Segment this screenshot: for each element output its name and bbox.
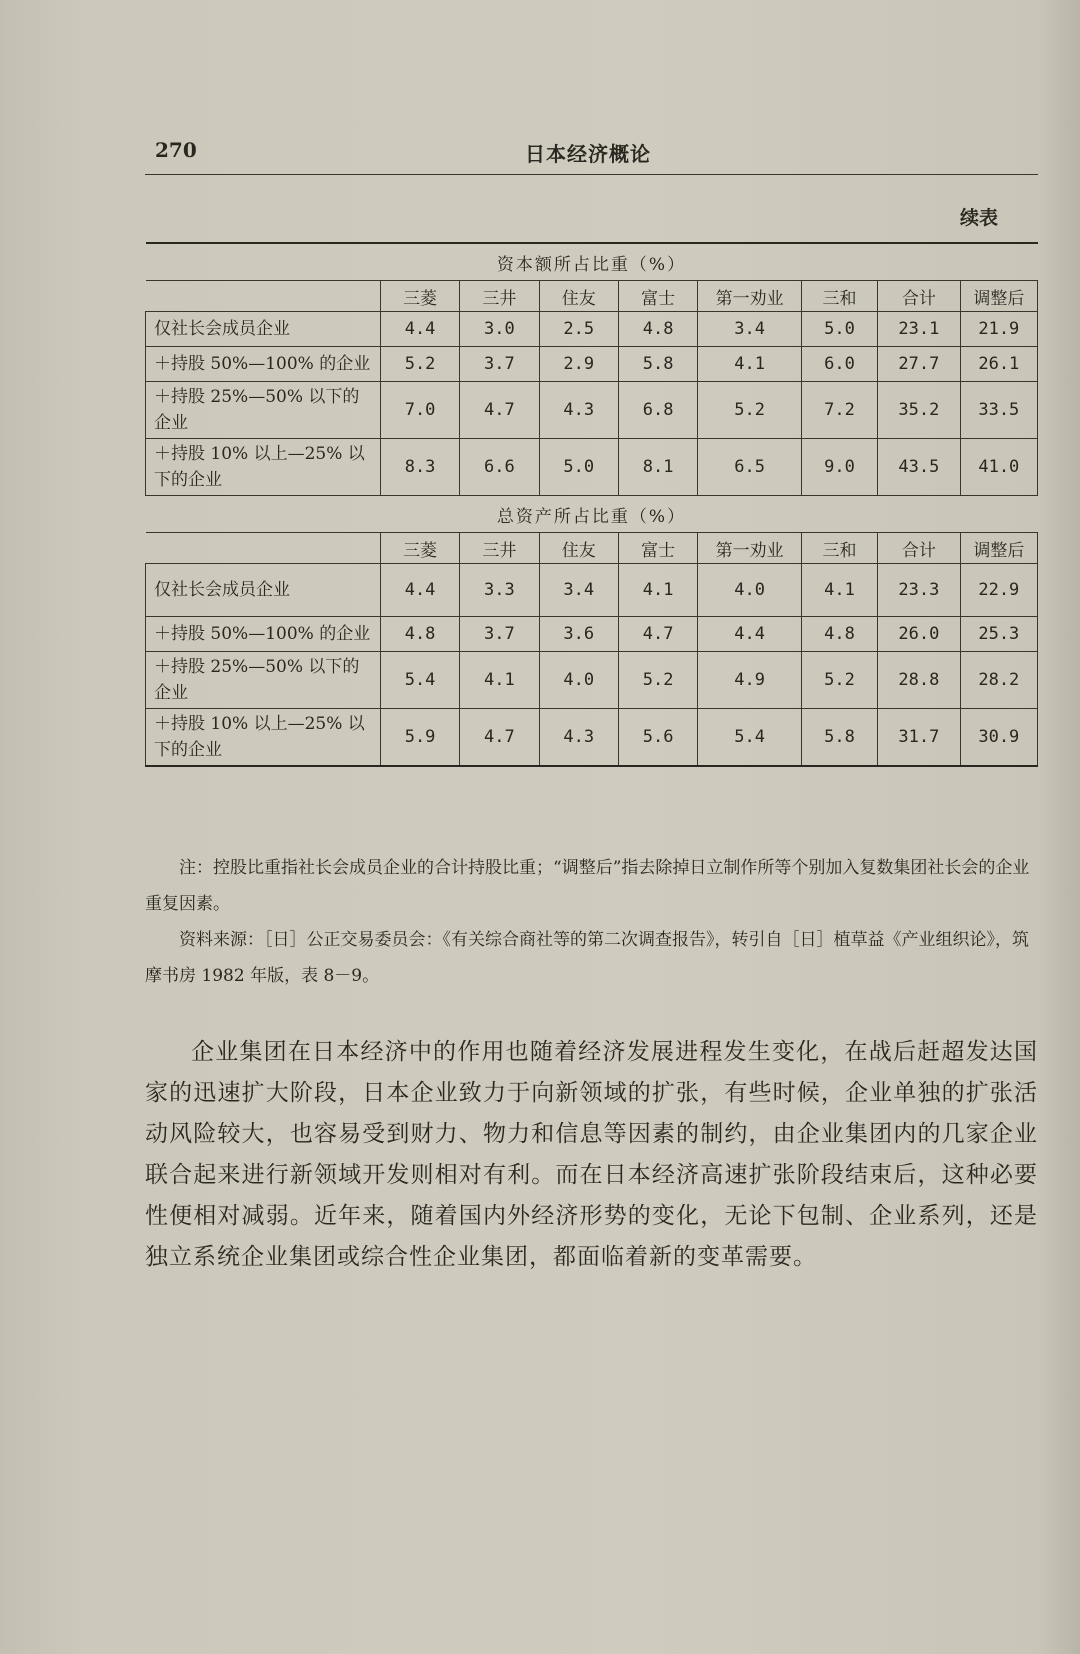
table-cell: 4.7	[618, 617, 697, 652]
table-cell: 5.0	[539, 439, 618, 496]
table-cell: 3.4	[698, 312, 802, 347]
data-table	[145, 242, 1038, 767]
column-header: 三菱	[380, 281, 459, 312]
table-cell: 43.5	[878, 439, 961, 496]
table-cell: 3.4	[539, 564, 618, 617]
table-cell: 22.9	[960, 564, 1037, 617]
table-cell: 5.4	[380, 652, 459, 709]
table-cell: 4.3	[539, 709, 618, 767]
table-cell: 31.7	[878, 709, 961, 767]
column-header: 富士	[618, 533, 697, 564]
table-cell: 26.0	[878, 617, 961, 652]
table-cell: 4.7	[460, 382, 539, 439]
column-header: 富士	[618, 281, 697, 312]
row-label: ＋持股 10% 以上—25% 以下的企业	[146, 709, 381, 767]
column-header: 合计	[878, 533, 961, 564]
table-cell: 4.8	[380, 617, 459, 652]
table-cell: 26.1	[960, 347, 1037, 382]
table-cell: 5.2	[801, 652, 877, 709]
column-header: 三井	[460, 533, 539, 564]
table-row	[146, 347, 1038, 382]
table-cell: 3.3	[460, 564, 539, 617]
column-header: 调整后	[960, 533, 1037, 564]
table-cell: 3.6	[539, 617, 618, 652]
column-header: 第一劝业	[698, 281, 802, 312]
column-header: 调整后	[960, 281, 1037, 312]
table-row	[146, 617, 1038, 652]
table-cell: 28.8	[878, 652, 961, 709]
table-row	[146, 312, 1038, 347]
table-cell: 5.9	[380, 709, 459, 767]
table-cell: 4.3	[539, 382, 618, 439]
table-cell: 8.3	[380, 439, 459, 496]
table-cell: 5.2	[618, 652, 697, 709]
row-label: 仅社长会成员企业	[146, 312, 381, 347]
row-label: ＋持股 50%—100% 的企业	[146, 347, 381, 382]
table-cell: 5.2	[698, 382, 802, 439]
column-header: 三和	[801, 533, 877, 564]
running-title: 日本经济概论	[525, 142, 651, 166]
table-cell: 23.1	[878, 312, 961, 347]
table-cell: 4.1	[460, 652, 539, 709]
table-cell: 8.1	[618, 439, 697, 496]
table-row	[146, 652, 1038, 709]
table-cell: 4.1	[618, 564, 697, 617]
table-cell: 4.1	[698, 347, 802, 382]
body-paragraph: 企业集团在日本经济中的作用也随着经济发展进程发生变化，在战后赶超发达国家的迅速扩大阶段，日本企业致力于向新领域的扩张，有些时候，企业单独的扩张活动风险较大，也容易受到财力、物力和信息等因素的制约，由企业集团内的几家企业联合起来进行新领域开发则相对有利。而在日本经济高速扩张阶段结束后，这种必要性便相对减弱。近年来，随着国内外经济形势的变化，无论下包制、企业系列，还是独立系统企业集团或综合性企业集团，都面临着新的变革需要。	[145, 1039, 1038, 1270]
table-row	[146, 564, 1038, 617]
row-label: ＋持股 25%—50% 以下的企业	[146, 652, 381, 709]
column-header: 合计	[878, 281, 961, 312]
column-header: 三井	[460, 281, 539, 312]
table-cell: 27.7	[878, 347, 961, 382]
column-header: 住友	[539, 281, 618, 312]
table-cell: 4.0	[539, 652, 618, 709]
table-cell: 6.0	[801, 347, 877, 382]
table-cell: 41.0	[960, 439, 1037, 496]
table-cell: 28.2	[960, 652, 1037, 709]
table-row	[146, 382, 1038, 439]
table-cell: 4.4	[380, 564, 459, 617]
page-header	[145, 132, 1038, 175]
table-cell: 25.3	[960, 617, 1037, 652]
table-cell: 5.8	[618, 347, 697, 382]
table-cell: 9.0	[801, 439, 877, 496]
row-label: ＋持股 10% 以上—25% 以下的企业	[146, 439, 381, 496]
table-cell: 7.0	[380, 382, 459, 439]
table-cell: 35.2	[878, 382, 961, 439]
section1-header-row	[146, 281, 1038, 312]
table-cell: 4.8	[801, 617, 877, 652]
header-blank-cell	[146, 281, 381, 312]
table-cell: 4.9	[698, 652, 802, 709]
table-cell: 4.4	[380, 312, 459, 347]
table-cell: 3.0	[460, 312, 539, 347]
table-source: 资料来源：［日］公正交易委员会：《有关综合商社等的第二次调查报告》，转引自［日］植草益《产业组织论》，筑摩书房 1982 年版，表 8－9。	[145, 930, 1029, 986]
table-cell: 5.6	[618, 709, 697, 767]
column-header: 第一劝业	[698, 533, 802, 564]
table-cell: 6.8	[618, 382, 697, 439]
table-cell: 4.4	[698, 617, 802, 652]
table-continued-label: 续表	[960, 207, 999, 229]
section2-caption: 总资产所占比重（%）	[146, 496, 1038, 533]
row-label: ＋持股 25%—50% 以下的企业	[146, 382, 381, 439]
header-blank-cell	[146, 533, 381, 564]
table-cell: 4.7	[460, 709, 539, 767]
table-row	[146, 709, 1038, 767]
table-cell: 5.2	[380, 347, 459, 382]
table-cell: 3.7	[460, 617, 539, 652]
column-header: 住友	[539, 533, 618, 564]
table-cell: 4.0	[698, 564, 802, 617]
column-header: 三和	[801, 281, 877, 312]
table-cell: 6.6	[460, 439, 539, 496]
table-cell: 7.2	[801, 382, 877, 439]
row-label: ＋持股 50%—100% 的企业	[146, 617, 381, 652]
table-cell: 33.5	[960, 382, 1037, 439]
page-number: 270	[155, 138, 197, 162]
table-cell: 23.3	[878, 564, 961, 617]
row-label: 仅社长会成员企业	[146, 564, 381, 617]
table-cell: 4.8	[618, 312, 697, 347]
table-cell: 2.5	[539, 312, 618, 347]
table-cell: 2.9	[539, 347, 618, 382]
section2-header-row	[146, 533, 1038, 564]
table-cell: 3.7	[460, 347, 539, 382]
table-cell: 5.0	[801, 312, 877, 347]
table-cell: 5.8	[801, 709, 877, 767]
table-cell: 30.9	[960, 709, 1037, 767]
table-cell: 6.5	[698, 439, 802, 496]
table-row	[146, 439, 1038, 496]
table-cell: 5.4	[698, 709, 802, 767]
table-note: 注：控股比重指社长会成员企业的合计持股比重；“调整后”指去除掉日立制作所等个别加入复数集团社长会的企业重复因素。	[145, 858, 1030, 914]
table-cell: 4.1	[801, 564, 877, 617]
section1-caption: 资本额所占比重（%）	[146, 243, 1038, 281]
column-header: 三菱	[380, 533, 459, 564]
table-cell: 21.9	[960, 312, 1037, 347]
